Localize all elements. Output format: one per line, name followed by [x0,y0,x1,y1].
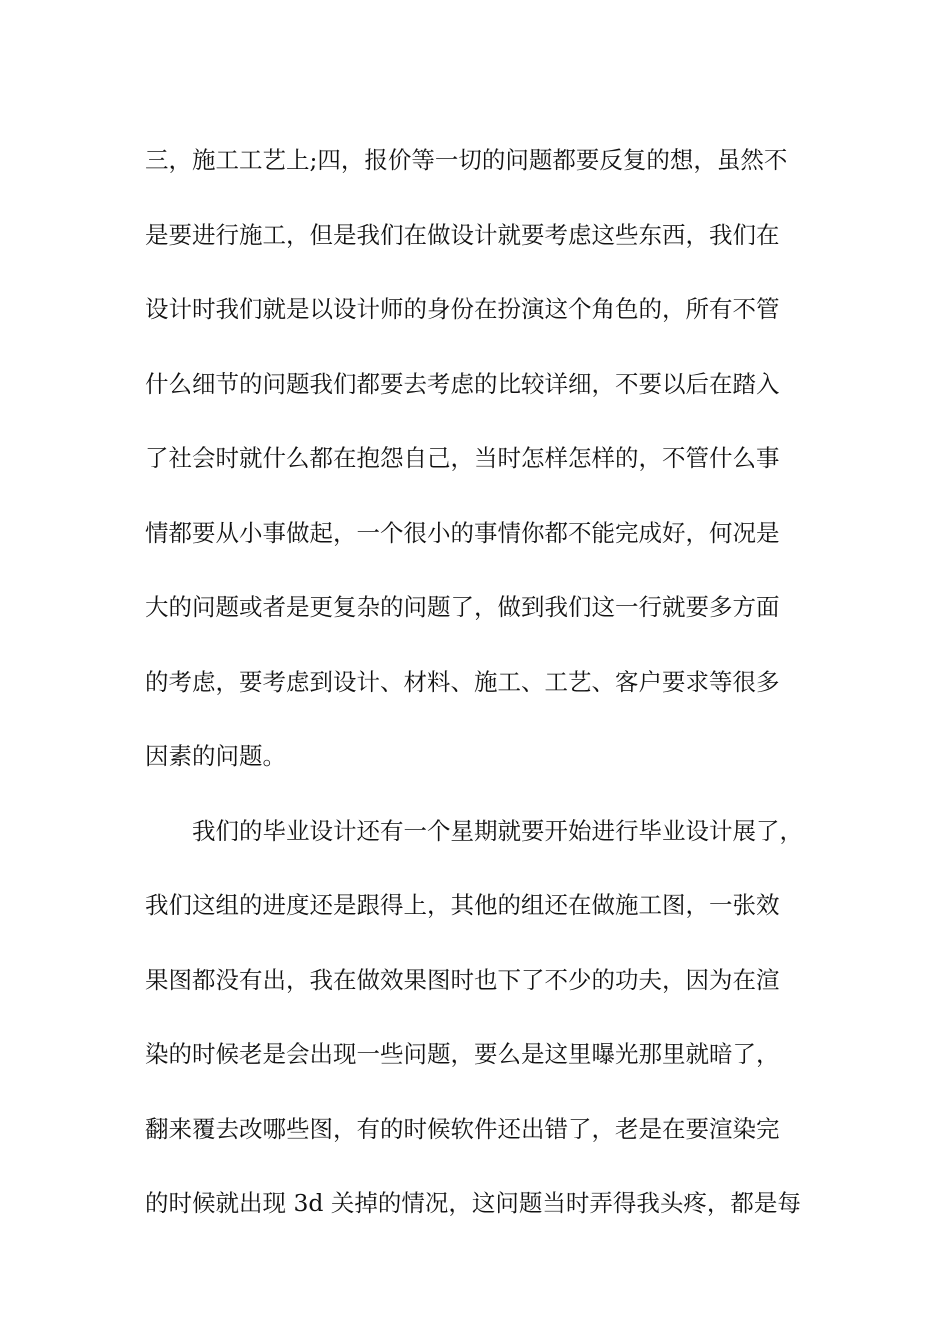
text-line: 三，施工工艺上;四，报价等一切的问题都要反复的想，虽然不 [145,146,788,174]
text-line: 我们这组的进度还是跟得上，其他的组还在做施工图，一张效 [145,891,780,919]
text-line: 是要进行施工，但是我们在做设计就要考虑这些东西，我们在 [145,220,780,249]
text-line: 情都要从小事做起，一个很小的事情你都不能完成好，何况是 [145,518,780,547]
text-line: 什么细节的问题我们都要去考虑的比较详细，不要以后在踏入 [145,369,780,398]
text-line: 设计时我们就是以设计师的身份在扮演这个角色的，所有不管 [145,295,780,323]
text-line: 大的问题或者是更复杂的问题了，做到我们这一行就要多方面 [145,593,780,621]
text-line: 翻来覆去改哪些图，有的时候软件还出错了，老是在要渲染完 [145,1114,780,1143]
body-text [145,132,815,1231]
text-line: 了社会时就什么都在抱怨自己，当时怎样怎样的，不管什么事 [145,444,780,472]
paragraph-first-line: 我们的毕业设计还有一个星期就要开始进行毕业设计展了， [192,816,803,845]
text-line: 果图都没有出，我在做效果图时也下了不少的功夫，因为在渲 [145,965,780,994]
text-line: 因素的问题。 [145,742,286,770]
text-line: 的考虑，要考虑到设计、材料、施工、工艺、客户要求等很多 [145,667,780,696]
text-line: 染的时候老是会出现一些问题，要么是这里曝光那里就暗了， [145,1040,780,1068]
text-line: 的时候就出现 3d 关掉的情况，这问题当时弄得我头疼，都是每 [145,1189,801,1217]
